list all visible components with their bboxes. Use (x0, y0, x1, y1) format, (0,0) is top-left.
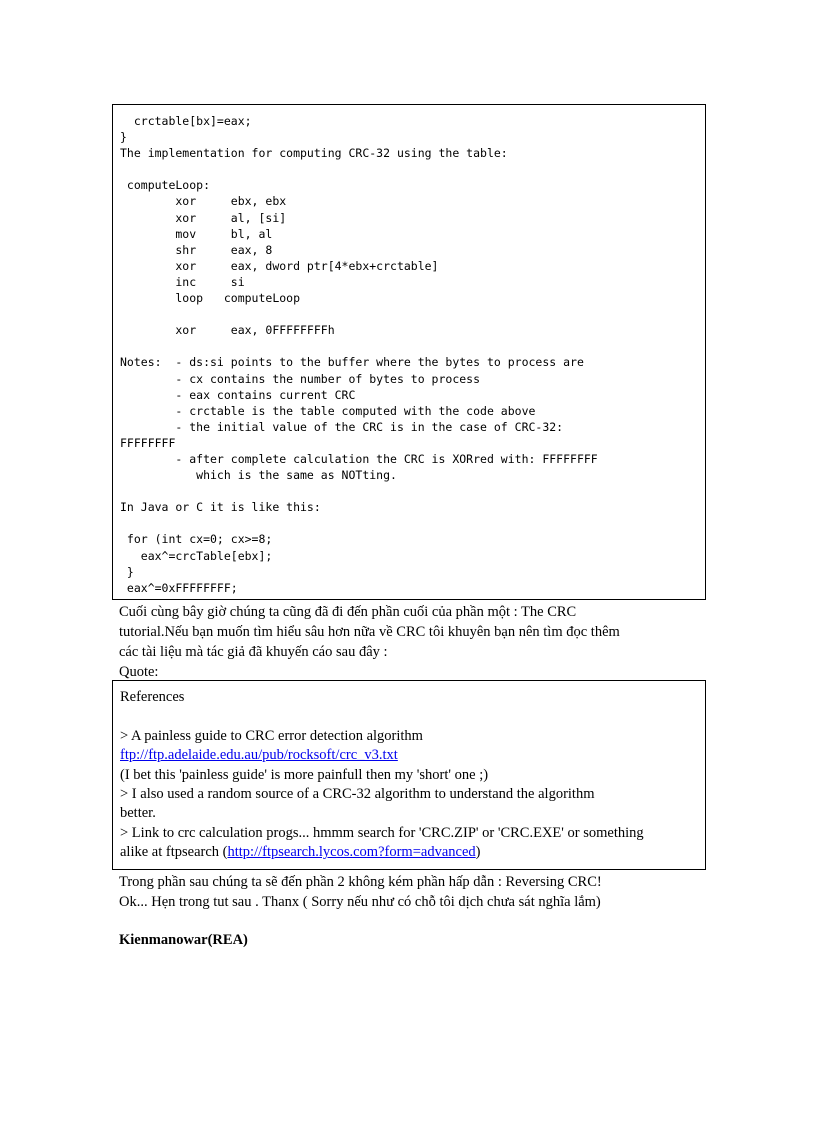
code-line: Notes: - ds:si points to the buffer where the bytes to process are (120, 355, 584, 370)
code-line: shr eax, 8 (120, 242, 273, 257)
code-line: xor eax, dword ptr[4*ebx+crctable] (120, 258, 439, 273)
outro-line: Trong phần sau chúng ta sẽ đến phần 2 không kém phần hấp dẫn : Reversing CRC! (119, 874, 602, 890)
signature: Kienmanowar(REA) (119, 932, 248, 948)
outro-line: Ok... Hẹn trong tut sau . Thanx ( Sorry nếu như có chỗ tôi dịch chưa sát nghĩa lắm) (119, 894, 601, 910)
intro-line: các tài liệu mà tác giả đã khuyến cáo sau đây : (119, 644, 388, 660)
code-line: xor eax, 0FFFFFFFFh (120, 323, 335, 338)
reference-note: (I bet this 'painless guide' is more painfull then my 'short' one ;) (120, 766, 489, 783)
code-line (120, 306, 705, 322)
code-line: FFFFFFFF (120, 435, 176, 450)
reference-random: > I also used a random source of a CRC-32 algorithm to understand the algorithm (120, 785, 595, 802)
code-line: eax^=crcTable[ebx]; (120, 548, 273, 563)
reference-guide: > A painless guide to CRC error detection algorithm (120, 727, 423, 744)
code-line: for (int cx=0; cx>=8; (120, 532, 273, 547)
spacer (120, 707, 705, 726)
code-line: mov bl, al (120, 226, 273, 241)
code-line: - eax contains current CRC (120, 387, 356, 402)
intro-paragraph (119, 602, 709, 682)
code-line (120, 338, 705, 354)
code-line (120, 161, 705, 177)
code-line: The implementation for computing CRC-32 using the table: (120, 146, 508, 161)
code-line: xor ebx, ebx (120, 194, 287, 209)
code-line (120, 483, 705, 499)
code-line: xor al, [si] (120, 210, 287, 225)
code-line (120, 515, 705, 531)
intro-line: Cuối cùng bây giờ chúng ta cũng đã đi đến phần cuối của phần một : The CRC (119, 604, 577, 620)
code-line: inc si (120, 274, 245, 289)
code-line: computeLoop: (120, 178, 211, 193)
code-line: loop computeLoop (120, 291, 301, 306)
code-line: - crctable is the table computed with the code above (120, 403, 536, 418)
code-line: - the initial value of the CRC is in the case of CRC-32: (120, 419, 564, 434)
code-line: eax^=0xFFFFFFFF; (120, 580, 238, 595)
alike-suffix: ) (475, 844, 481, 861)
alike-prefix: alike at ftpsearch ( (120, 844, 228, 861)
references-quote-box (112, 680, 706, 870)
references-title: References (120, 689, 185, 705)
intro-line: tutorial.Nếu bạn muốn tìm hiểu sâu hơn nữa về CRC tôi khuyên bạn nên tìm đọc thêm (119, 624, 620, 640)
reference-random-cont: better. (120, 805, 156, 822)
reference-alike (120, 843, 705, 862)
code-line: - after complete calculation the CRC is XORred with: FFFFFFFF (120, 451, 598, 466)
quote-label: Quote: (119, 664, 159, 680)
reference-link-line: > Link to crc calculation progs... hmmm search for 'CRC.ZIP' or 'CRC.EXE' or something (120, 824, 644, 841)
ftpsearch-link[interactable]: http://ftpsearch.lycos.com?form=advanced (227, 844, 476, 861)
ftp-link[interactable]: ftp://ftp.adelaide.edu.au/pub/rocksoft/crc_v3.txt (120, 747, 398, 764)
code-line: - cx contains the number of bytes to process (120, 371, 481, 386)
code-block (112, 104, 706, 600)
outro-paragraph (119, 872, 709, 912)
code-line: crctable[bx]=eax; (120, 114, 252, 128)
code-line: In Java or C it is like this: (120, 500, 321, 515)
code-line: } (120, 130, 127, 145)
code-line: } (120, 564, 134, 579)
code-line: which is the same as NOTting. (120, 468, 397, 483)
